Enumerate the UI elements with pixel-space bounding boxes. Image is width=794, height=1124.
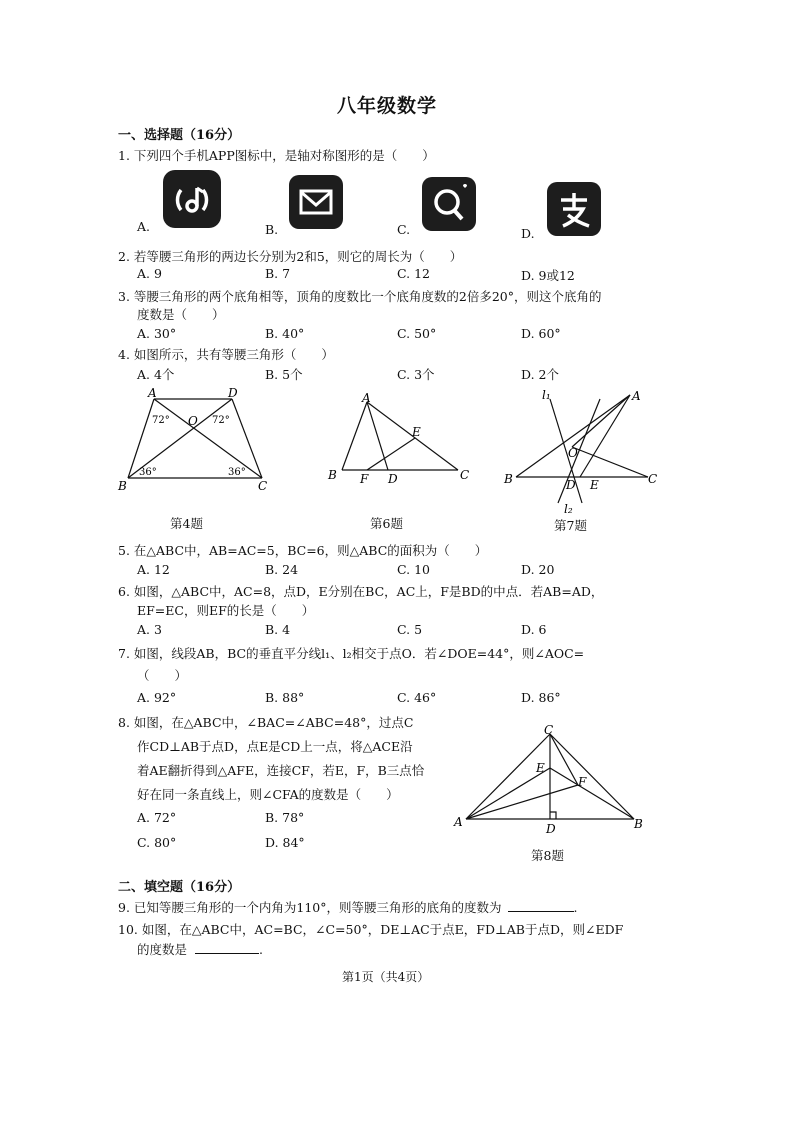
alipay-icon [547,182,601,236]
question-3-stem-line1: 3. 等腰三角形的两个底角相等，顶角的度数比一个底角度数的2倍多20°，则这个底角的 [118,289,602,304]
f7-label-e: E [590,478,599,492]
figure-6-caption: 第6题 [370,516,403,531]
f7-label-l1: l₁ [542,388,551,402]
f4-label-b: B [118,479,127,493]
question-2-stem: 2. 若等腰三角形的两边长分别为2和5，则它的周长为（ ） [118,249,463,264]
question-7-stem-line1: 7. 如图，线段AB，BC的垂直平分线l₁、l₂相交于点O．若∠DOE=44°，则∠AOC= [118,646,585,661]
f8-label-c: C [544,723,554,737]
question-8-line3: 着AE翻折得到△AFE，连接CF，若E，F，B三点恰 [137,763,425,778]
q1-option-b[interactable]: B. [265,222,279,237]
q5-option-a[interactable]: A. 12 [137,562,170,577]
q6-option-b[interactable]: B. 4 [265,622,291,637]
q5-option-d[interactable]: D. 20 [521,562,555,577]
section-heading-choice: 一、选择题（16分） [118,128,241,143]
f4-label-c: C [258,479,268,493]
q7-option-d[interactable]: D. 86° [521,690,561,705]
q9-answer-blank[interactable] [508,911,574,912]
q7-option-b[interactable]: B. 88° [265,690,305,705]
f7-label-c: C [648,472,658,486]
f4-angle-a: 72° [152,415,170,426]
figure-8 [448,722,658,837]
f7-label-l2: l₂ [564,502,573,516]
q1-option-d[interactable]: D. [521,226,535,241]
page-footer: 第1页（共4页） [342,970,430,984]
question-9 [118,898,578,916]
q2-option-a[interactable]: A. 9 [137,266,162,281]
figure-4-caption: 第4题 [170,516,203,531]
question-9-stem: 9. 已知等腰三角形的一个内角为110°，则等腰三角形的底角的度数为 [118,900,502,915]
figure-7-caption: 第7题 [554,518,587,533]
f6-label-b: B [328,468,337,482]
q4-option-c[interactable]: C. 3个 [397,367,435,382]
search-icon [422,177,476,231]
section-heading-fill: 二、填空题（16分） [118,880,241,895]
q3-option-a[interactable]: A. 30° [137,326,177,341]
question-6-stem-line1: 6. 如图，△ABC中，AC=8，点D，E分别在BC，AC上，F是BD的中点．若AB=AD， [118,584,604,599]
q5-option-c[interactable]: C. 10 [397,562,430,577]
q6-option-d[interactable]: D. 6 [521,622,547,637]
q8-option-d[interactable]: D. 84° [265,835,305,850]
f4-angle-b: 36° [139,467,157,478]
q9-end: . [573,900,578,915]
f4-label-o: O [188,414,198,428]
f6-label-d: D [388,472,398,486]
figure-8-caption: 第8题 [531,848,564,863]
q4-option-d[interactable]: D. 2个 [521,367,559,382]
question-5-stem: 5. 在△ABC中，AB=AC=5，BC=6，则△ABC的面积为（ ） [118,543,488,558]
f8-label-a: A [454,815,463,829]
f4-label-d: D [228,386,238,400]
f4-label-a: A [148,386,157,400]
f6-label-e: E [412,425,421,439]
page-title: 八年级数学 [337,95,438,117]
q8-option-b[interactable]: B. 78° [265,810,305,825]
f6-label-a: A [362,391,371,405]
q10-answer-blank[interactable] [195,953,259,954]
f4-angle-c: 36° [228,467,246,478]
q2-option-c[interactable]: C. 12 [397,266,430,281]
question-6-stem-line2: EF=EC，则EF的长是（ ） [137,603,315,618]
q2-option-d[interactable]: D. 9或12 [521,268,575,283]
q4-option-b[interactable]: B. 5个 [265,367,303,382]
f8-label-b: B [634,817,643,831]
q8-option-a[interactable]: A. 72° [137,810,177,825]
q6-option-a[interactable]: A. 3 [137,622,162,637]
f6-label-c: C [460,468,470,482]
q3-option-d[interactable]: D. 60° [521,326,561,341]
f8-label-d: D [546,822,556,836]
f7-label-a: A [632,389,641,403]
q3-option-b[interactable]: B. 40° [265,326,305,341]
question-8-line2: 作CD⊥AB于点D，点E是CD上一点，将△ACE沿 [137,739,413,754]
f6-label-f: F [360,472,369,486]
f7-label-b: B [504,472,513,486]
question-7-stem-line2: （ ） [137,668,188,683]
question-10-line2 [137,940,263,958]
mail-icon [289,175,343,229]
q5-option-b[interactable]: B. 24 [265,562,299,577]
f7-label-o: O [568,446,578,460]
f4-angle-d: 72° [212,415,230,426]
q6-option-c[interactable]: C. 5 [397,622,423,637]
f8-label-f: F [578,775,587,789]
q2-option-b[interactable]: B. 7 [265,266,291,281]
q1-option-a[interactable]: A. [137,219,151,234]
question-10-stem-line1: 10. 如图，在△ABC中，AC=BC，∠C=50°，DE⊥AC于点E，FD⊥AB于点D，则∠EDF [118,922,624,937]
q8-option-c[interactable]: C. 80° [137,835,177,850]
figure-4 [112,385,277,515]
f7-label-d: D [566,478,576,492]
question-10-stem-line2: 的度数是 [137,942,188,957]
q4-option-a[interactable]: A. 4个 [137,367,175,382]
q3-option-c[interactable]: C. 50° [397,326,437,341]
question-8-line1: 8. 如图，在△ABC中，∠BAC=∠ABC=48°，过点C [118,715,414,730]
question-4-stem: 4. 如图所示，共有等腰三角形（ ） [118,347,334,362]
question-1-stem: 1. 下列四个手机APP图标中，是轴对称图形的是（ ） [118,148,435,163]
question-3-stem-line2: 度数是（ ） [137,307,225,322]
speaker-icon [163,170,221,228]
question-8-line4: 好在同一条直线上，则∠CFA的度数是（ ） [137,787,399,802]
figure-6 [322,390,477,490]
q1-option-c[interactable]: C. [397,222,411,237]
q7-option-c[interactable]: C. 46° [397,690,437,705]
figure-7 [502,385,662,520]
f8-label-e: E [536,761,545,775]
q10-end: . [259,942,263,957]
q7-option-a[interactable]: A. 92° [137,690,177,705]
